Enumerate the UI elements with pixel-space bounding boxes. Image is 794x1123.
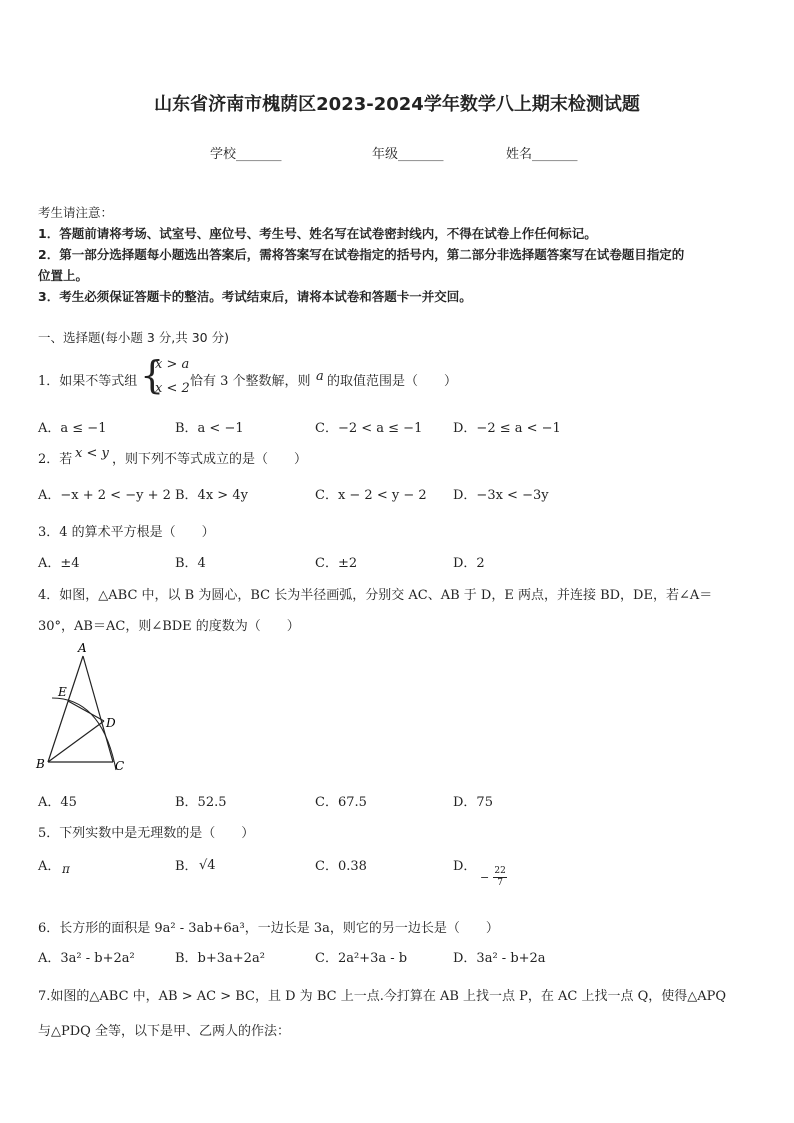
q4-line-2: 30°，AB＝AC，则∠BDE 的度数为（ ）	[38, 619, 300, 634]
notice-heading: 考生请注意：	[38, 205, 114, 220]
q1-option-a: A．a ≤ −1	[38, 421, 107, 436]
q4-option-d: D．75	[453, 795, 493, 810]
label-e: E	[58, 685, 67, 699]
notice-item-2-cont: 位置上。	[38, 268, 89, 283]
q7-line-1: 7.如图的△ABC 中，AB > AC > BC，且 D 为 BC 上一点.今打算在 AB 上找一点 P，在 AC 上找一点 Q，使得△APQ	[38, 989, 727, 1004]
q5-b-value: √4	[199, 858, 216, 873]
q7-line-2: 与△PDQ 全等，以下是甲、乙两人的作法：	[38, 1024, 290, 1039]
q5-option-a: A．	[38, 859, 61, 874]
q3-option-a: A．±4	[38, 556, 80, 571]
page-title: 山东省济南市槐荫区2023-2024学年数学八上期末检测试题	[154, 94, 640, 115]
label-c: C	[115, 759, 125, 773]
q4-line-1: 4．如图，△ABC 中，以 B 为圆心，BC 长为半径画弧，分别交 AC、AB 于 D，E 两点，并连接 BD，DE，若∠A＝	[38, 588, 713, 603]
brace-symbol: {	[140, 353, 165, 397]
notice-item-2: 2．第一部分选择题每小题选出答案后，需将答案写在试卷指定的括号内，第二部分非选择题答案写在试卷题目指定的	[38, 247, 685, 262]
q4-option-a: A．45	[38, 795, 77, 810]
q1-option-d: D．−2 ≤ a < −1	[453, 421, 561, 436]
q6-option-c: C．2a²+3a - b	[315, 951, 408, 966]
q5-d-fraction	[493, 866, 506, 889]
triangle-figure	[30, 638, 140, 778]
grade-field: 年级_______	[372, 147, 444, 162]
notice-item-1: 1．答题前请将考场、试室号、座位号、考生号、姓名写在试卷密封线内，不得在试卷上作任何标记。	[38, 226, 597, 241]
q1-suffix: 恰有 3 个整数解，则	[190, 374, 311, 389]
q1-option-b: B．a < −1	[175, 421, 244, 436]
q2-option-c: C．x − 2 < y − 2	[315, 488, 427, 503]
q2-option-b: B．4x > 4y	[175, 488, 248, 503]
q2-cond: x < y	[75, 446, 109, 461]
q5-option-d: D．	[453, 859, 477, 874]
q1-option-c: C．−2 < a ≤ −1	[315, 421, 423, 436]
q1-cond-1: x > a	[155, 357, 190, 372]
q1-var: a	[316, 369, 324, 384]
q2-suffix: ，则下列不等式成立的是（ ）	[112, 452, 308, 467]
q5-d-numerator: 22	[494, 866, 506, 876]
q5-d-denominator: 7	[497, 878, 503, 888]
label-a: A	[78, 641, 87, 655]
q1-prefix: 1．如果不等式组	[38, 374, 138, 389]
q5-d-value	[480, 866, 507, 889]
q3-option-c: C．±2	[315, 556, 358, 571]
section-heading: 一、选择题(每小题 3 分,共 30 分)	[38, 330, 229, 345]
label-b: B	[36, 757, 45, 771]
q3-text: 3．4 的算术平方根是（ ）	[38, 525, 215, 540]
q6-text: 6．长方形的面积是 9a² - 3ab+6a³，一边长是 3a，则它的另一边长是（ ）	[38, 921, 499, 936]
q5-text: 5．下列实数中是无理数的是（ ）	[38, 826, 255, 841]
q5-d-sign: −	[480, 871, 490, 884]
q6-option-b: B．b+3a+2a²	[175, 951, 265, 966]
q2-option-a: A．−x + 2 < −y + 2	[38, 488, 171, 503]
q4-option-b: B．52.5	[175, 795, 227, 810]
q1-cond-2: x < 2	[155, 381, 190, 396]
q4-option-c: C．67.5	[315, 795, 367, 810]
q5-option-c: C．0.38	[315, 859, 367, 874]
q6-option-a: A．3a² - b+2a²	[38, 951, 135, 966]
q1-suffix2: 的取值范围是（ ）	[327, 374, 458, 389]
q2-option-d: D．−3x < −3y	[453, 488, 549, 503]
q5-option-b: B．	[175, 859, 198, 874]
q3-option-d: D．2	[453, 556, 485, 571]
notice-item-3: 3．考生必须保证答题卡的整洁。考试结束后，请将本试卷和答题卡一并交回。	[38, 289, 472, 304]
school-field: 学校_______	[210, 147, 282, 162]
q2-prefix: 2．若	[38, 452, 73, 467]
q3-option-b: B．4	[175, 556, 206, 571]
q6-option-d: D．3a² - b+2a	[453, 951, 546, 966]
name-field: 姓名_______	[506, 147, 578, 162]
label-d: D	[106, 716, 116, 730]
q5-a-value: π	[62, 862, 70, 876]
